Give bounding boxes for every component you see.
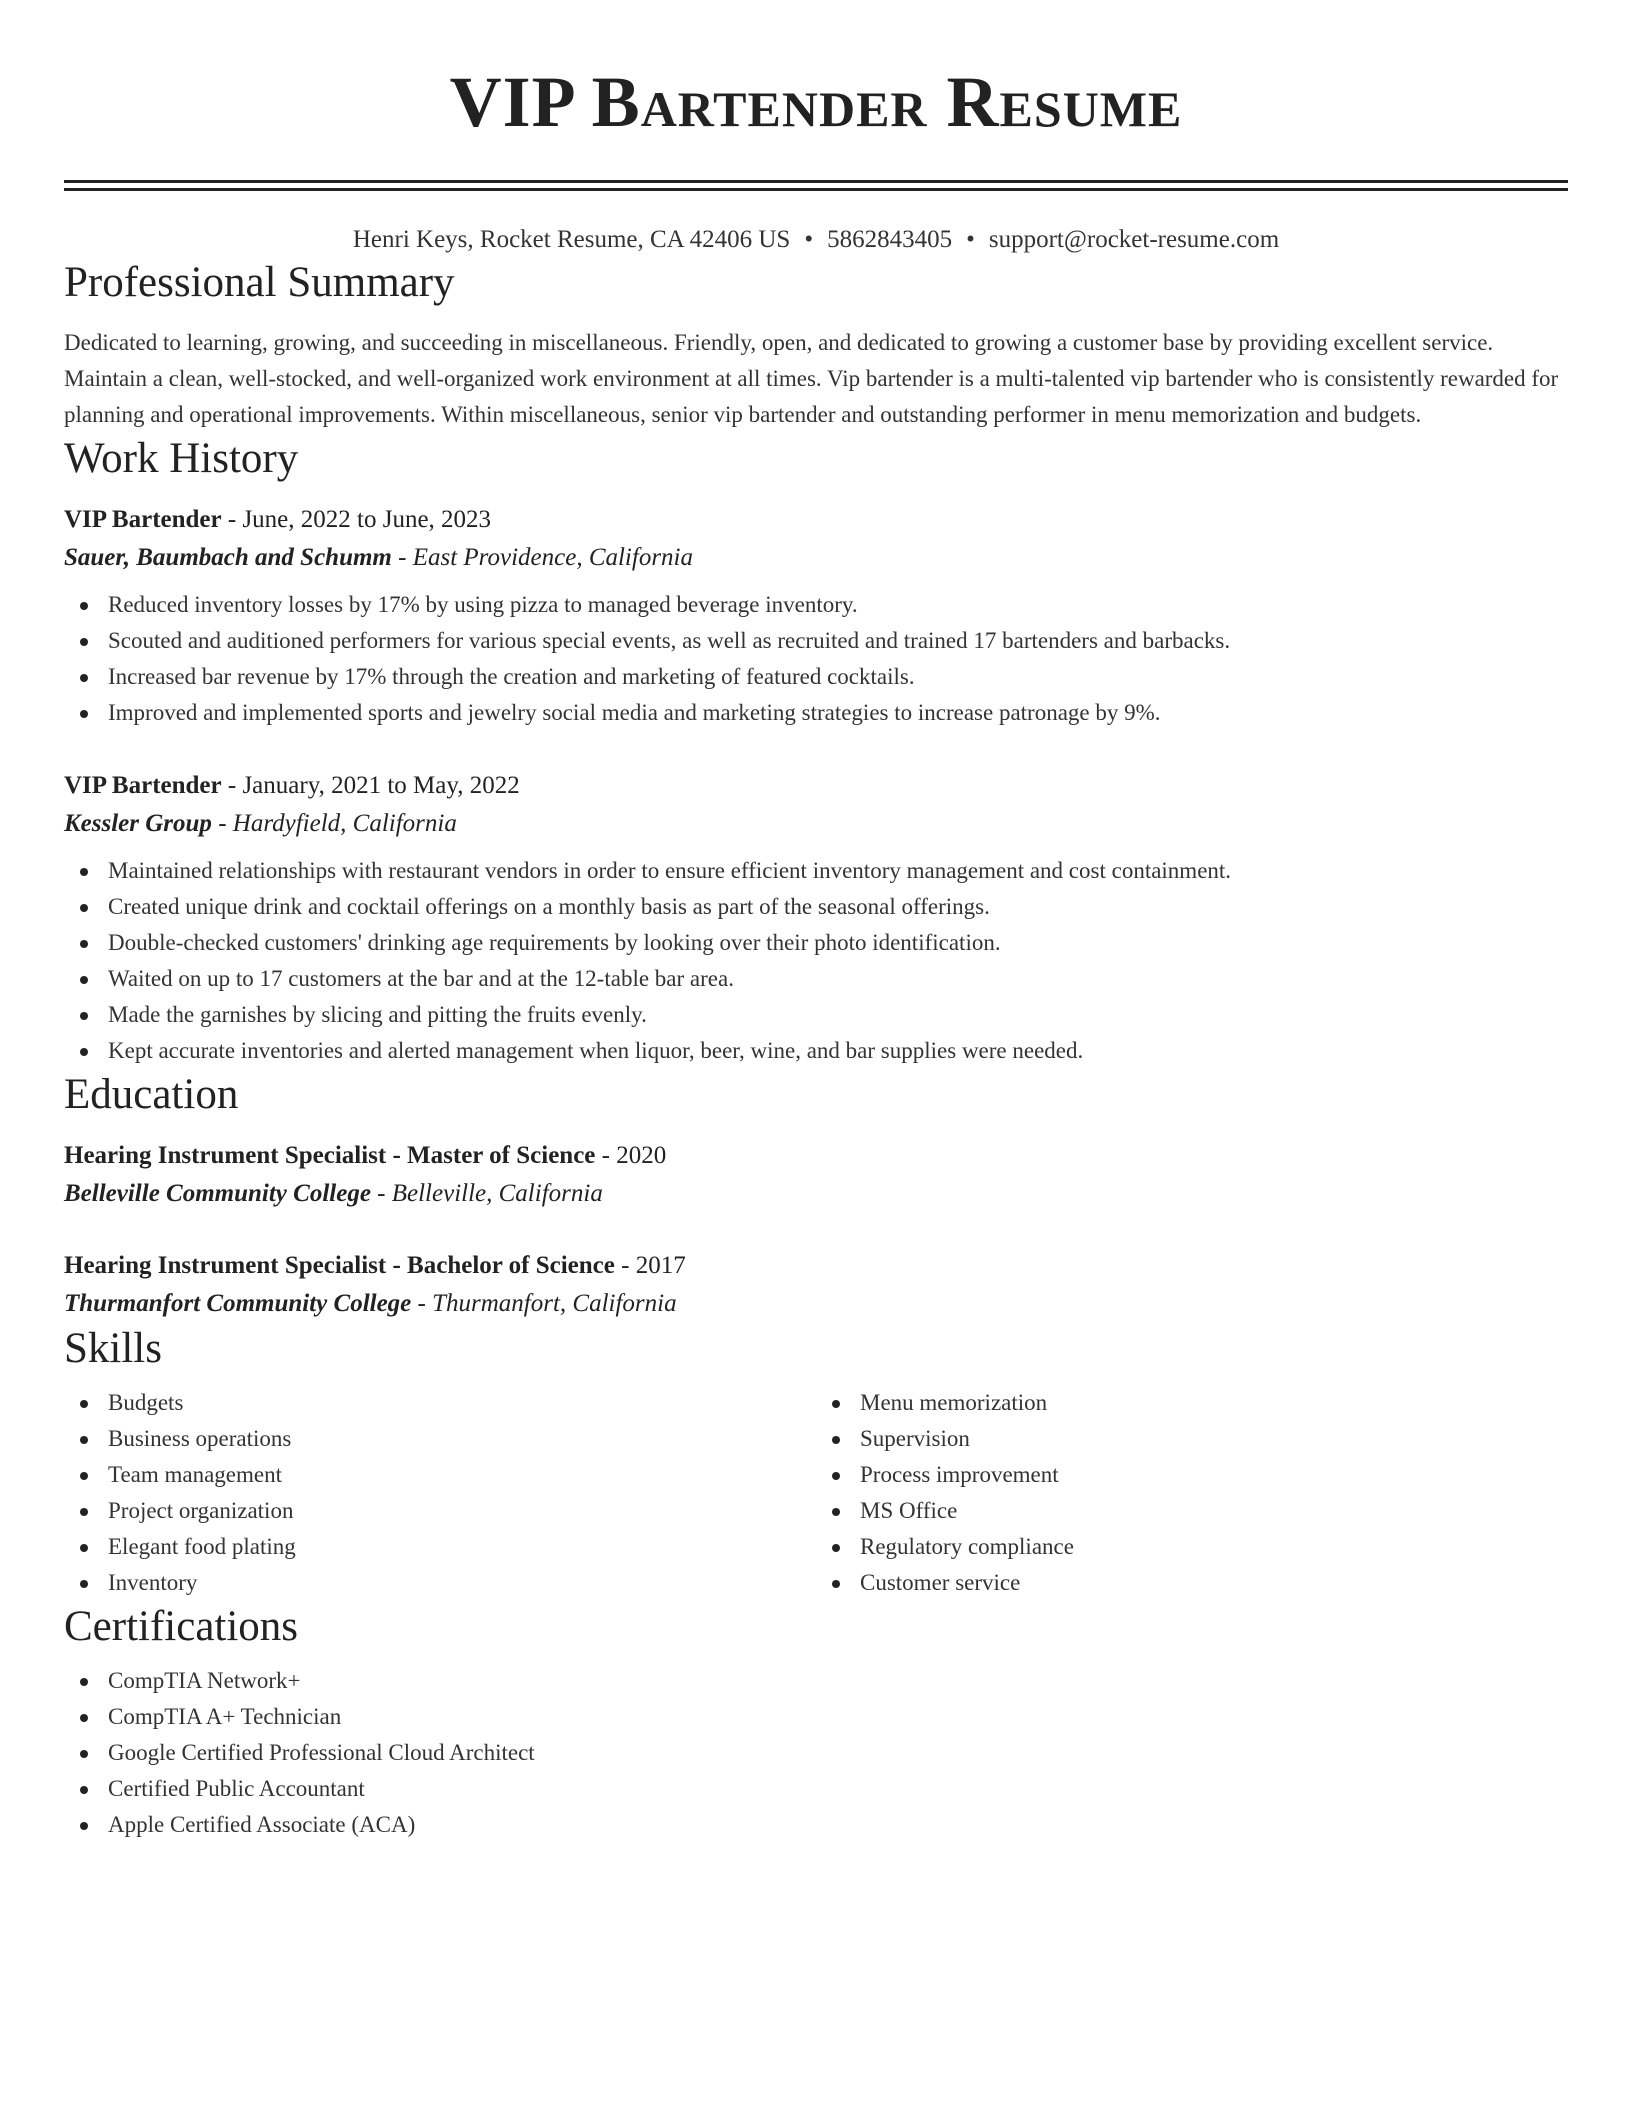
- contact-phone: 5862843405: [827, 226, 953, 253]
- job-title-line: [64, 767, 1568, 805]
- job-duty: Increased bar revenue by 17% through the creation and marketing of featured cocktails.: [108, 659, 1568, 695]
- school-name: Thurmanfort Community College: [64, 1290, 412, 1317]
- certification-item: Apple Certified Associate (ACA): [108, 1807, 1568, 1843]
- contact-separator: •: [804, 226, 814, 253]
- skills-grid: [64, 1385, 1568, 1601]
- school-line: [64, 1285, 1568, 1323]
- job-title: VIP Bartender: [64, 772, 222, 799]
- skill-item: Team management: [108, 1457, 816, 1493]
- degree: Hearing Instrument Specialist - Master of Science: [64, 1142, 596, 1169]
- job-dates: - June, 2022 to June, 2023: [221, 506, 492, 533]
- school-line: [64, 1175, 1568, 1213]
- skills-list-right: [816, 1385, 1568, 1601]
- contact-address: Henri Keys, Rocket Resume, CA 42406 US: [352, 226, 791, 253]
- summary-text: Dedicated to learning, growing, and succeeding in miscellaneous. Friendly, open, and dedicated to growing a customer base by providing excellent service. Maintain a clean, well-stocked, and well-organized work environment at all times. Vip bartender is a multi-talented vip bartender who is consistently rewarded for planning and operational improvements. Within miscellaneous, senior vip bartender and outstanding performer in menu memorization and budgets.: [64, 330, 1559, 427]
- job-company: Sauer, Baumbach and Schumm: [64, 544, 392, 571]
- skills-list-left: [64, 1385, 816, 1601]
- skills-heading: Skills: [64, 1325, 162, 1372]
- job-title: VIP Bartender: [64, 506, 222, 533]
- skill-item: Elegant food plating: [108, 1529, 816, 1565]
- job-duty: Improved and implemented sports and jewelry social media and marketing strategies to increase patronage by 9%.: [108, 695, 1568, 731]
- job-company-line: [64, 539, 1568, 577]
- job-duty: Scouted and auditioned performers for various special events, as well as recruited and trained 17 bartenders and barbacks.: [108, 623, 1568, 659]
- degree: Hearing Instrument Specialist - Bachelor of Science: [64, 1252, 615, 1279]
- graduation-year: - 2020: [595, 1142, 667, 1169]
- job-duties-list: [64, 853, 1568, 1069]
- school-name: Belleville Community College: [64, 1180, 371, 1207]
- school-location: - Belleville, California: [370, 1180, 603, 1207]
- certification-item: Google Certified Professional Cloud Architect: [108, 1735, 1568, 1771]
- skill-item: Regulatory compliance: [860, 1529, 1568, 1565]
- resume-title: VIP Bartender Resume: [449, 62, 1183, 142]
- job-duty: Waited on up to 17 customers at the bar and at the 12-table bar area.: [108, 961, 1568, 997]
- skill-item: Supervision: [860, 1421, 1568, 1457]
- job-duties-list: [64, 587, 1568, 731]
- skill-item: Process improvement: [860, 1457, 1568, 1493]
- certifications-heading: Certifications: [64, 1603, 299, 1650]
- skill-item: Budgets: [108, 1385, 816, 1421]
- certification-item: CompTIA A+ Technician: [108, 1699, 1568, 1735]
- summary-heading: Professional Summary: [64, 259, 455, 306]
- title-divider: [64, 180, 1568, 191]
- education-entry: [64, 1137, 1568, 1213]
- job-entry: [64, 501, 1568, 731]
- certifications-list: [64, 1663, 1568, 1843]
- job-duty: Created unique drink and cocktail offerings on a monthly basis as part of the seasonal offerings.: [108, 889, 1568, 925]
- school-location: - Thurmanfort, California: [411, 1290, 677, 1317]
- job-duty: Made the garnishes by slicing and pitting the fruits evenly.: [108, 997, 1568, 1033]
- skill-item: Menu memorization: [860, 1385, 1568, 1421]
- skill-item: Business operations: [108, 1421, 816, 1457]
- skill-item: Inventory: [108, 1565, 816, 1601]
- contact-email[interactable]: support@rocket-resume.com: [988, 226, 1280, 253]
- skill-item: Project organization: [108, 1493, 816, 1529]
- certification-item: Certified Public Accountant: [108, 1771, 1568, 1807]
- job-location: - Hardyfield, California: [211, 810, 457, 837]
- education-heading: Education: [64, 1071, 239, 1118]
- job-company-line: [64, 805, 1568, 843]
- contact-line: [64, 223, 1568, 257]
- degree-line: [64, 1247, 1568, 1285]
- job-title-line: [64, 501, 1568, 539]
- job-duty: Kept accurate inventories and alerted management when liquor, beer, wine, and bar supplies were needed.: [108, 1033, 1568, 1069]
- job-duty: Double-checked customers' drinking age requirements by looking over their photo identification.: [108, 925, 1568, 961]
- skill-item: MS Office: [860, 1493, 1568, 1529]
- work-history-heading: Work History: [64, 435, 299, 482]
- job-duty: Maintained relationships with restaurant vendors in order to ensure efficient inventory management and cost containment.: [108, 853, 1568, 889]
- job-duty: Reduced inventory losses by 17% by using pizza to managed beverage inventory.: [108, 587, 1568, 623]
- degree-line: [64, 1137, 1568, 1175]
- contact-separator: •: [966, 226, 975, 253]
- graduation-year: - 2017: [614, 1252, 686, 1279]
- job-entry: [64, 767, 1568, 1069]
- job-location: - East Providence, California: [391, 544, 694, 571]
- certification-item: CompTIA Network+: [108, 1663, 1568, 1699]
- job-company: Kessler Group: [64, 810, 212, 837]
- education-entry: [64, 1247, 1568, 1323]
- skill-item: Customer service: [860, 1565, 1568, 1601]
- job-dates: - January, 2021 to May, 2022: [221, 772, 520, 799]
